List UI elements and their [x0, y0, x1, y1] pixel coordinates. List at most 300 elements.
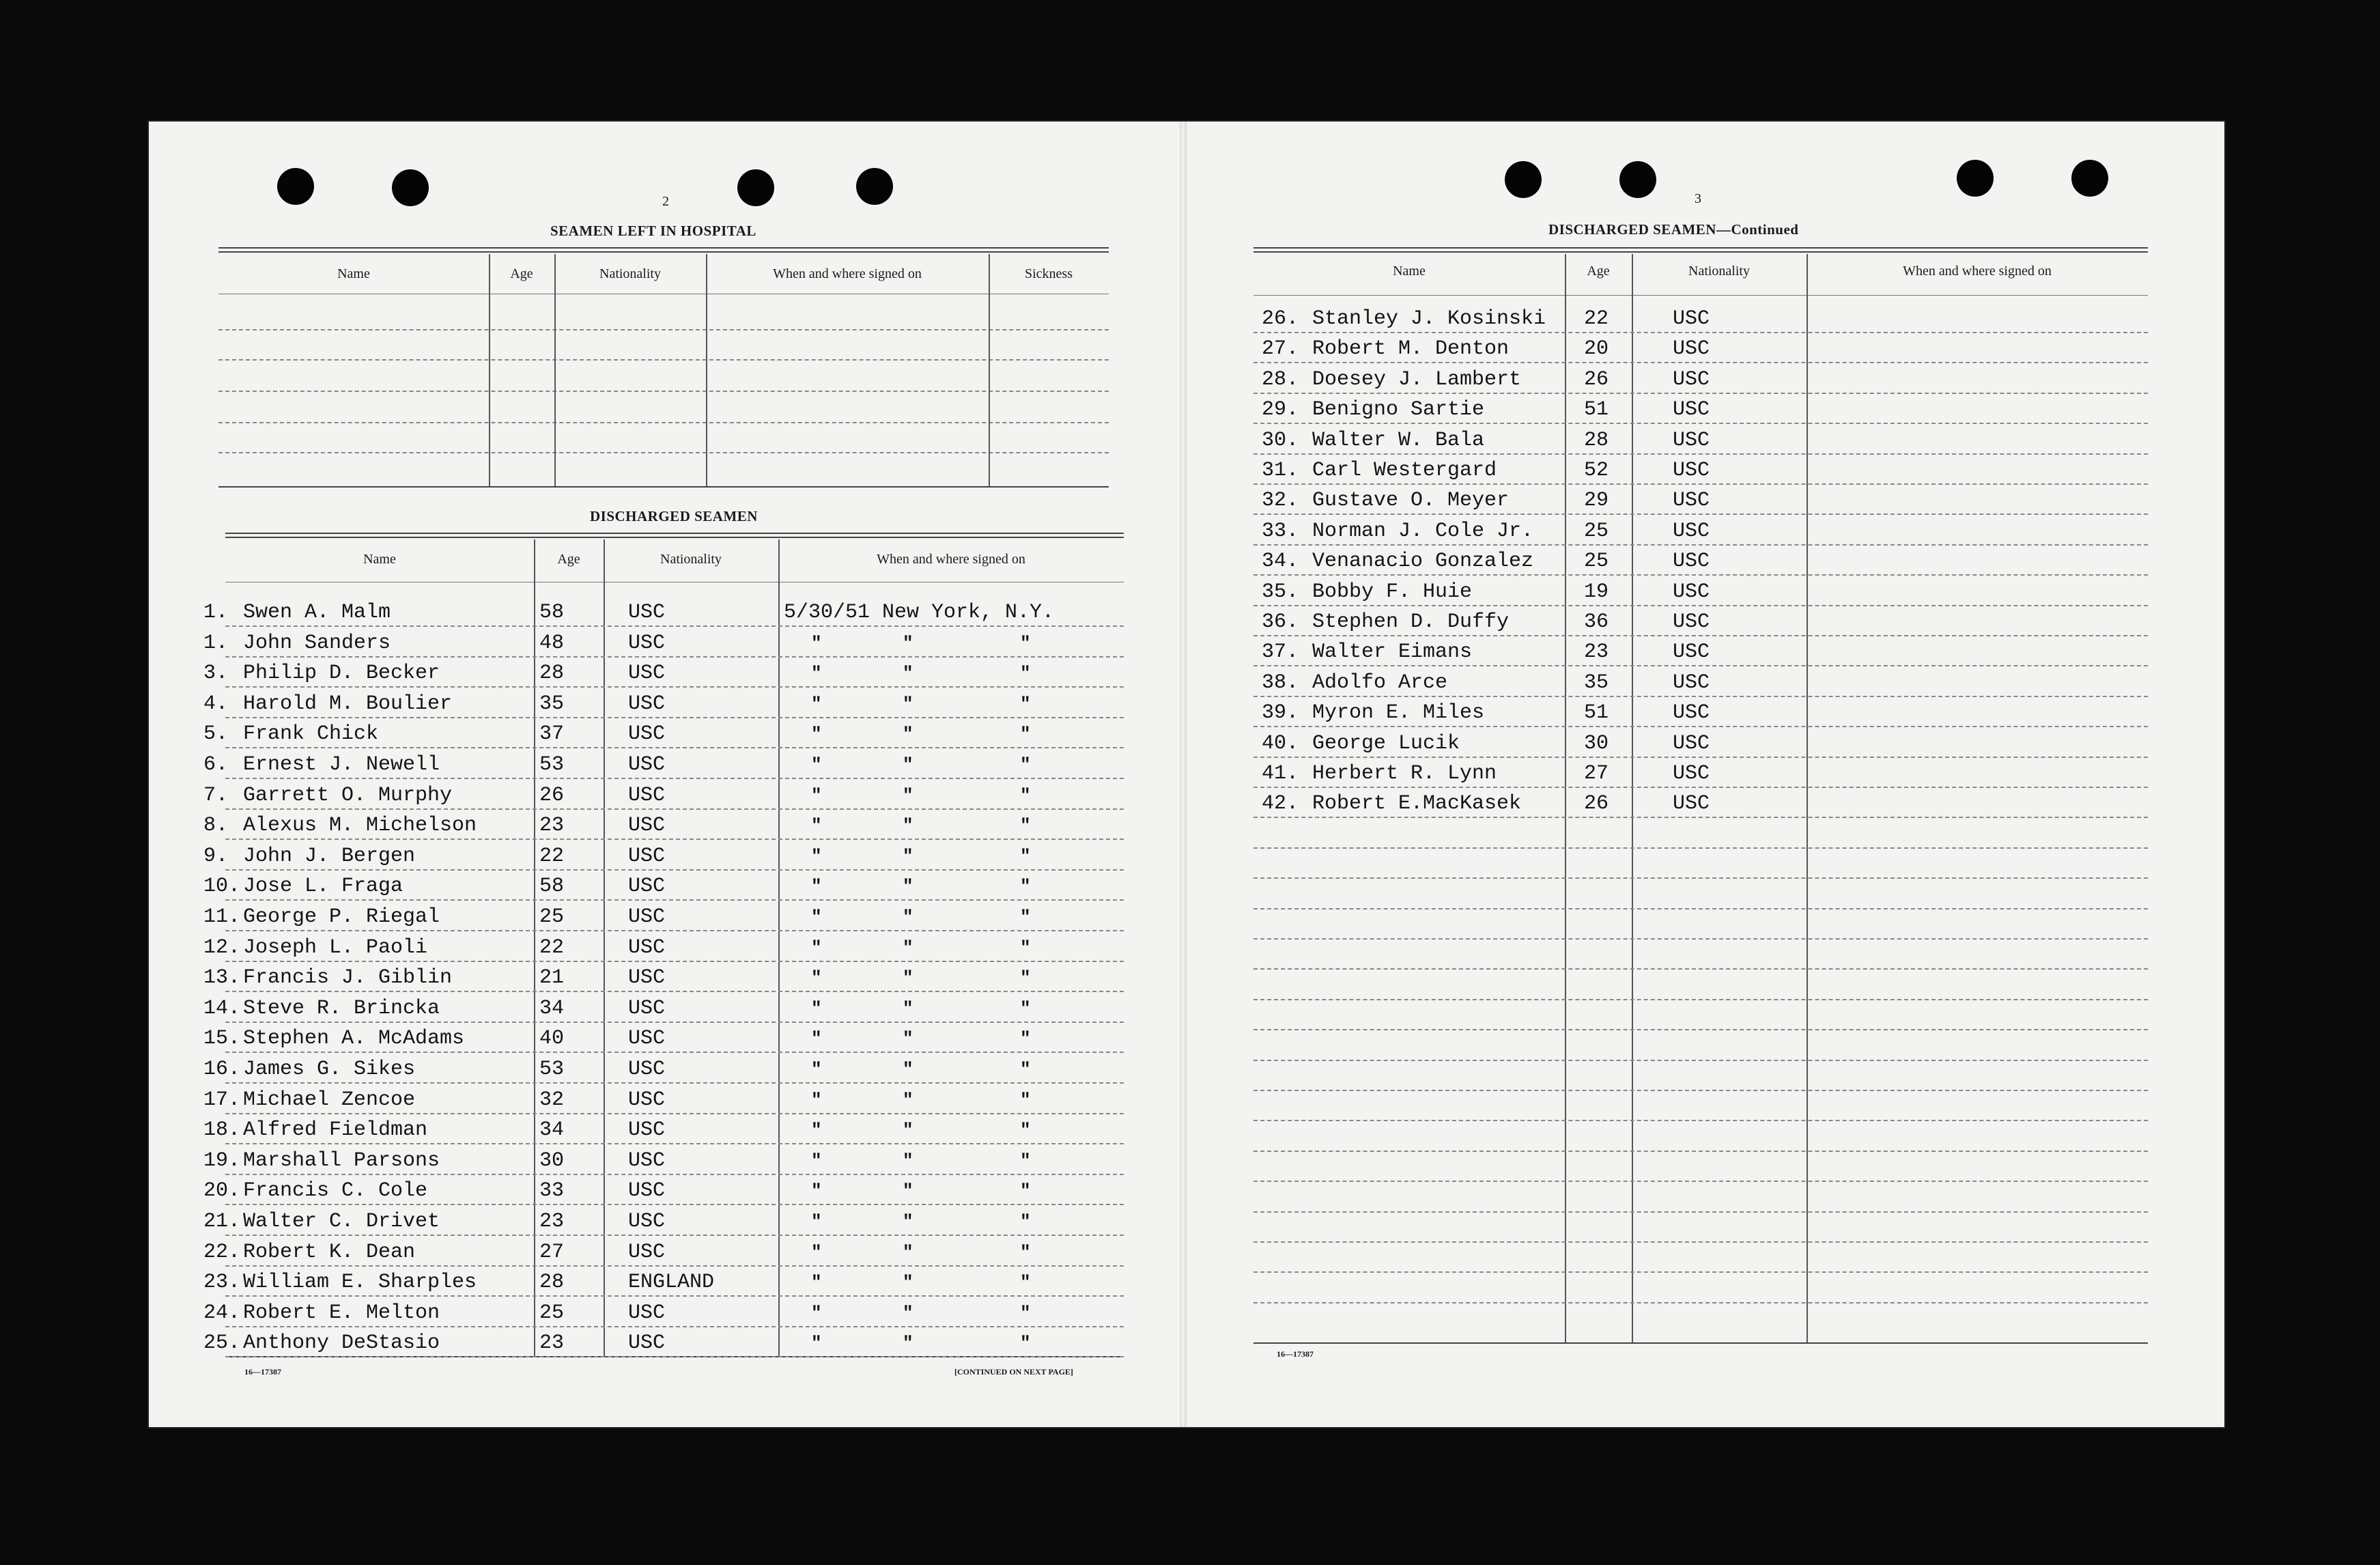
row-rule [1253, 1271, 2148, 1273]
row-number: 32. [1262, 489, 1299, 512]
seaman-age: 30 [1584, 732, 1609, 755]
row-rule [1253, 332, 2148, 333]
seaman-age: 23 [539, 814, 565, 837]
right-page-number: 3 [1695, 191, 1701, 206]
row-rule [1253, 423, 2148, 424]
document-paper [149, 122, 2224, 1427]
hospital-section-heading: SEAMEN LEFT IN HOSPITAL [550, 223, 756, 239]
seaman-nationality: USC [628, 1088, 666, 1112]
seaman-name: Anthony DeStasio [243, 1331, 440, 1355]
row-rule [1253, 574, 2148, 576]
ditto-mark: " [903, 1028, 913, 1049]
row-number: 28. [1262, 368, 1299, 391]
seaman-nationality: USC [628, 966, 666, 989]
seaman-nationality: USC [1673, 671, 1710, 694]
ditto-mark: " [811, 846, 822, 866]
ditto-mark: " [1020, 1181, 1031, 1201]
ditto-mark: " [811, 1181, 822, 1201]
ditto-mark: " [1020, 876, 1031, 897]
seaman-age: 35 [539, 692, 565, 716]
row-rule [1253, 999, 2148, 1000]
punch-hole-icon [277, 168, 314, 205]
seaman-age: 35 [1584, 671, 1609, 694]
seaman-name: Frank Chick [243, 722, 379, 746]
row-number: 33. [1262, 520, 1299, 543]
seaman-age: 51 [1584, 398, 1609, 421]
row-number: 1. [203, 601, 229, 624]
row-rule [225, 1113, 1124, 1114]
row-rule [225, 747, 1124, 748]
punch-hole-icon [392, 169, 429, 206]
punch-hole-icon [1957, 160, 1994, 197]
ditto-mark: " [811, 907, 822, 927]
row-number: 17. [203, 1088, 241, 1112]
seaman-name: Bobby F. Huie [1312, 580, 1473, 604]
ditto-mark: " [811, 724, 822, 744]
row-rule [1253, 1151, 2148, 1152]
ditto-mark: " [811, 633, 822, 653]
seaman-age: 28 [1584, 429, 1609, 452]
row-rule [225, 838, 1124, 840]
ditto-mark: " [903, 663, 913, 683]
row-number: 39. [1262, 701, 1299, 724]
seaman-age: 25 [539, 1301, 565, 1325]
row-number: 37. [1262, 640, 1299, 664]
row-rule [225, 930, 1124, 931]
row-rule [225, 656, 1124, 658]
row-rule [1253, 1211, 2148, 1213]
ditto-mark: " [1020, 724, 1031, 744]
seaman-age: 58 [539, 875, 565, 898]
ditto-mark: " [811, 694, 822, 714]
seaman-name: Stephen A. McAdams [243, 1027, 465, 1050]
seaman-name: Francis J. Giblin [243, 966, 453, 989]
seaman-nationality: USC [1673, 701, 1710, 724]
seaman-name: Carl Westergard [1312, 459, 1497, 482]
seaman-name: John Sanders [243, 632, 391, 655]
ditto-mark: " [811, 1303, 822, 1323]
ditto-mark: " [1020, 785, 1031, 806]
seaman-name: Swen A. Malm [243, 601, 391, 624]
seaman-nationality: USC [628, 1331, 666, 1355]
seaman-name: Jose L. Fraga [243, 875, 403, 898]
ditto-mark: " [1020, 937, 1031, 958]
ditto-mark: " [811, 1090, 822, 1110]
seaman-nationality: USC [628, 632, 666, 655]
seaman-age: 29 [1584, 489, 1609, 512]
row-rule [225, 1174, 1124, 1175]
seaman-age: 19 [1584, 580, 1609, 604]
ditto-mark: " [903, 785, 913, 806]
ditto-mark: " [903, 1090, 913, 1110]
ditto-mark: " [903, 1181, 913, 1201]
ditto-mark: " [903, 815, 913, 836]
row-rule [1253, 908, 2148, 910]
row-rule [225, 1204, 1124, 1205]
seaman-age: 48 [539, 632, 565, 655]
page-fold [1180, 122, 1187, 1427]
row-number: 23. [203, 1271, 241, 1294]
seaman-nationality: USC [628, 1118, 666, 1142]
seaman-name: Marshall Parsons [243, 1149, 440, 1172]
punch-hole-icon [856, 168, 893, 205]
row-number: 27. [1262, 337, 1299, 361]
row-number: 24. [203, 1301, 241, 1325]
seaman-age: 28 [539, 1271, 565, 1294]
row-rule [1253, 1029, 2148, 1030]
seaman-age: 34 [539, 997, 565, 1020]
seaman-nationality: USC [628, 601, 666, 624]
seaman-name: Robert M. Denton [1312, 337, 1510, 361]
seaman-age: 34 [539, 1118, 565, 1142]
hospital-col-sickness: Sickness [1025, 266, 1073, 281]
row-number: 21. [203, 1210, 241, 1233]
row-rule [225, 808, 1124, 810]
ditto-mark: " [1020, 1303, 1031, 1323]
seaman-name: Alexus M. Michelson [243, 814, 477, 837]
seaman-nationality: USC [628, 722, 666, 746]
seaman-name: James G. Sikes [243, 1058, 416, 1081]
row-rule [225, 869, 1124, 871]
left-form-number: 16—17387 [244, 1367, 281, 1377]
row-number: 6. [203, 753, 229, 776]
seaman-age: 25 [1584, 520, 1609, 543]
seaman-age: 32 [539, 1088, 565, 1112]
seaman-nationality: USC [628, 1149, 666, 1172]
row-rule [1253, 1181, 2148, 1182]
seaman-age: 27 [1584, 762, 1609, 785]
row-number: 38. [1262, 671, 1299, 694]
punch-hole-icon [2071, 160, 2108, 197]
seaman-age: 26 [1584, 368, 1609, 391]
ditto-mark: " [811, 755, 822, 775]
row-rule [225, 1021, 1124, 1023]
row-number: 5. [203, 722, 229, 746]
seaman-name: Harold M. Boulier [243, 692, 453, 716]
row-rule [225, 1265, 1124, 1267]
row-number: 14. [203, 997, 241, 1020]
seaman-nationality: USC [628, 1210, 666, 1233]
row-rule [1253, 1120, 2148, 1121]
seaman-age: 22 [539, 936, 565, 959]
row-rule [225, 625, 1124, 627]
row-number: 40. [1262, 732, 1299, 755]
ditto-mark: " [1020, 1272, 1031, 1293]
ditto-mark: " [1020, 846, 1031, 866]
row-rule [1253, 1090, 2148, 1091]
left-page-number: 2 [662, 194, 669, 209]
seaman-age: 22 [539, 845, 565, 868]
seaman-age: 33 [539, 1179, 565, 1202]
ditto-mark: " [811, 998, 822, 1019]
row-number: 15. [203, 1027, 241, 1050]
row-number: 11. [203, 905, 241, 929]
punch-hole-icon [1619, 161, 1656, 198]
seaman-age: 21 [539, 966, 565, 989]
seaman-name: Steve R. Brincka [243, 997, 440, 1020]
seaman-nationality: USC [1673, 732, 1710, 755]
row-rule [1253, 483, 2148, 485]
row-rule [1253, 1060, 2148, 1061]
hospital-col-name: Name [337, 266, 370, 281]
row-number: 3. [203, 662, 229, 685]
ditto-mark: " [903, 937, 913, 958]
row-number: 31. [1262, 459, 1299, 482]
row-number: 13. [203, 966, 241, 989]
row-rule [1253, 696, 2148, 697]
row-rule [225, 1082, 1124, 1084]
ditto-mark: " [903, 724, 913, 744]
seaman-age: 25 [539, 905, 565, 929]
seaman-nationality: USC [628, 1241, 666, 1264]
discharged-col-nationality: Nationality [660, 552, 722, 567]
row-number: 25. [203, 1331, 241, 1355]
seaman-nationality: USC [1673, 610, 1710, 634]
row-number: 34. [1262, 550, 1299, 573]
hospital-col-nationality: Nationality [599, 266, 661, 281]
seaman-nationality: USC [628, 1301, 666, 1325]
row-rule [1253, 665, 2148, 666]
seaman-nationality: USC [1673, 640, 1710, 664]
seaman-age: 20 [1584, 337, 1609, 361]
row-rule [1253, 635, 2148, 636]
seaman-age: 52 [1584, 459, 1609, 482]
discharged-col-name: Name [363, 552, 396, 567]
row-rule [225, 717, 1124, 718]
seaman-age: 23 [539, 1210, 565, 1233]
seaman-name: Francis C. Cole [243, 1179, 428, 1202]
seaman-age: 28 [539, 662, 565, 685]
seaman-name: Ernest J. Newell [243, 753, 440, 776]
ditto-mark: " [1020, 907, 1031, 927]
seaman-nationality: USC [628, 814, 666, 837]
seaman-age: 53 [539, 753, 565, 776]
ditto-mark: " [903, 1242, 913, 1263]
seaman-age: 51 [1584, 701, 1609, 724]
row-rule [1253, 544, 2148, 546]
punch-hole-icon [737, 169, 774, 206]
ditto-mark: " [903, 1151, 913, 1171]
row-rule [1253, 605, 2148, 606]
seaman-nationality: USC [1673, 368, 1710, 391]
seaman-age: 26 [1584, 792, 1609, 815]
row-rule [225, 1326, 1124, 1327]
seaman-nationality: USC [628, 875, 666, 898]
ditto-mark: " [903, 1272, 913, 1293]
seaman-nationality: USC [1673, 459, 1710, 482]
seaman-name: Robert E. Melton [243, 1301, 440, 1325]
row-number: 19. [203, 1149, 241, 1172]
ditto-mark: " [811, 937, 822, 958]
ditto-mark: " [903, 998, 913, 1019]
seaman-nationality: USC [628, 905, 666, 929]
seaman-name: Joseph L. Paoli [243, 936, 428, 959]
row-number: 36. [1262, 610, 1299, 634]
ditto-mark: " [903, 846, 913, 866]
seaman-nationality: USC [628, 1027, 666, 1050]
row-number: 7. [203, 784, 229, 807]
ditto-mark: " [811, 1151, 822, 1171]
right-section-heading: DISCHARGED SEAMEN—Continued [1548, 221, 1799, 238]
seaman-name: Walter W. Bala [1312, 429, 1485, 452]
discharged-col-signed-on: When and where signed on [877, 552, 1025, 567]
row-rule [225, 899, 1124, 901]
seaman-nationality: USC [628, 1179, 666, 1202]
ditto-mark: " [811, 876, 822, 897]
ditto-mark: " [811, 1272, 822, 1293]
row-number: 16. [203, 1058, 241, 1081]
row-number: 8. [203, 814, 229, 837]
row-rule [1253, 1241, 2148, 1243]
discharged-col-age: Age [557, 552, 580, 567]
ditto-mark: " [811, 1028, 822, 1049]
punch-hole-icon [1505, 161, 1542, 198]
seaman-name: Stephen D. Duffy [1312, 610, 1510, 634]
seaman-nationality: USC [628, 753, 666, 776]
row-rule [1253, 393, 2148, 394]
row-rule [225, 1356, 1124, 1357]
ditto-mark: " [811, 815, 822, 836]
ditto-mark: " [1020, 1151, 1031, 1171]
seaman-name: Michael Zencoe [243, 1088, 416, 1112]
seaman-nationality: USC [1673, 489, 1710, 512]
row-number: 35. [1262, 580, 1299, 604]
row-number: 12. [203, 936, 241, 959]
ditto-mark: " [903, 1211, 913, 1232]
ditto-mark: " [811, 1059, 822, 1080]
ditto-mark: " [1020, 968, 1031, 988]
seaman-name: Garrett O. Murphy [243, 784, 453, 807]
seaman-name: George P. Riegal [243, 905, 440, 929]
ditto-mark: " [811, 1211, 822, 1232]
row-number: 20. [203, 1179, 241, 1202]
row-rule [1253, 757, 2148, 758]
ditto-mark: " [903, 1059, 913, 1080]
row-rule [1253, 817, 2148, 818]
seaman-nationality: USC [628, 784, 666, 807]
seaman-name: Stanley J. Kosinski [1312, 307, 1546, 330]
seaman-name: John J. Bergen [243, 845, 416, 868]
right-form-number: 16—17387 [1277, 1349, 1314, 1359]
seaman-age: 26 [539, 784, 565, 807]
discharged-section-heading: DISCHARGED SEAMEN [590, 508, 758, 524]
continued-note: [CONTINUED ON NEXT PAGE] [954, 1367, 1073, 1377]
ditto-mark: " [811, 785, 822, 806]
ditto-mark: " [1020, 663, 1031, 683]
ditto-mark: " [903, 1333, 913, 1353]
seaman-nationality: USC [1673, 398, 1710, 421]
seaman-nationality: USC [628, 662, 666, 685]
row-rule [225, 778, 1124, 779]
ditto-mark: " [903, 1120, 913, 1140]
seaman-age: 37 [539, 722, 565, 746]
seaman-age: 23 [539, 1331, 565, 1355]
row-rule [1253, 787, 2148, 788]
hospital-col-signed-on: When and where signed on [773, 266, 922, 281]
row-rule [1253, 453, 2148, 455]
row-rule [1253, 1302, 2148, 1303]
row-rule [1253, 877, 2148, 879]
ditto-mark: " [1020, 755, 1031, 775]
right-col-signed-on: When and where signed on [1903, 264, 2052, 279]
row-number: 22. [203, 1241, 241, 1264]
seaman-name: Robert K. Dean [243, 1241, 416, 1264]
ditto-mark: " [903, 907, 913, 927]
seaman-nationality: USC [628, 997, 666, 1020]
row-number: 26. [1262, 307, 1299, 330]
ditto-mark: " [1020, 998, 1031, 1019]
seaman-age: 58 [539, 601, 565, 624]
seaman-age: 23 [1584, 640, 1609, 664]
seaman-age: 22 [1584, 307, 1609, 330]
ditto-mark: " [1020, 1211, 1031, 1232]
row-rule [225, 961, 1124, 962]
ditto-mark: " [903, 876, 913, 897]
seaman-age: 25 [1584, 550, 1609, 573]
seaman-name: Herbert R. Lynn [1312, 762, 1497, 785]
right-col-nationality: Nationality [1688, 264, 1750, 279]
seaman-nationality: USC [1673, 580, 1710, 604]
row-number: 4. [203, 692, 229, 716]
right-col-age: Age [1587, 264, 1610, 279]
ditto-mark: " [1020, 1028, 1031, 1049]
row-rule [1253, 726, 2148, 727]
seaman-name: Gustave O. Meyer [1312, 489, 1510, 512]
seaman-nationality: USC [1673, 762, 1710, 785]
row-rule [1253, 513, 2148, 515]
seaman-name: George Lucik [1312, 732, 1460, 755]
row-number: 9. [203, 845, 229, 868]
row-rule [225, 686, 1124, 688]
ditto-mark: " [811, 1242, 822, 1263]
row-rule [1253, 968, 2148, 970]
seaman-name: Myron E. Miles [1312, 701, 1485, 724]
seaman-nationality: USC [628, 845, 666, 868]
row-number: 29. [1262, 398, 1299, 421]
seaman-name: Philip D. Becker [243, 662, 440, 685]
seaman-name: Walter Eimans [1312, 640, 1473, 664]
seaman-nationality: USC [628, 936, 666, 959]
ditto-mark: " [903, 968, 913, 988]
ditto-mark: " [1020, 1090, 1031, 1110]
ditto-mark: " [1020, 815, 1031, 836]
row-rule [1253, 847, 2148, 849]
row-rule [225, 1052, 1124, 1053]
row-number: 1. [203, 632, 229, 655]
ditto-mark: " [1020, 694, 1031, 714]
row-rule [1253, 938, 2148, 940]
ditto-mark: " [811, 1333, 822, 1353]
seaman-age: 36 [1584, 610, 1609, 634]
seaman-name: Robert E.MacKasek [1312, 792, 1522, 815]
row-number: 18. [203, 1118, 241, 1142]
seaman-age: 30 [539, 1149, 565, 1172]
seaman-nationality: USC [628, 692, 666, 716]
seaman-nationality: USC [1673, 337, 1710, 361]
right-col-name: Name [1393, 264, 1426, 279]
ditto-mark: " [903, 755, 913, 775]
ditto-mark: " [811, 1120, 822, 1140]
seaman-nationality: ENGLAND [628, 1271, 715, 1294]
ditto-mark: " [903, 1303, 913, 1323]
seaman-name: Alfred Fieldman [243, 1118, 428, 1142]
ditto-mark: " [1020, 633, 1031, 653]
seaman-nationality: USC [1673, 520, 1710, 543]
seaman-name: Benigno Sartie [1312, 398, 1485, 421]
ditto-mark: " [903, 633, 913, 653]
seaman-name: Adolfo Arce [1312, 671, 1448, 694]
row-number: 30. [1262, 429, 1299, 452]
